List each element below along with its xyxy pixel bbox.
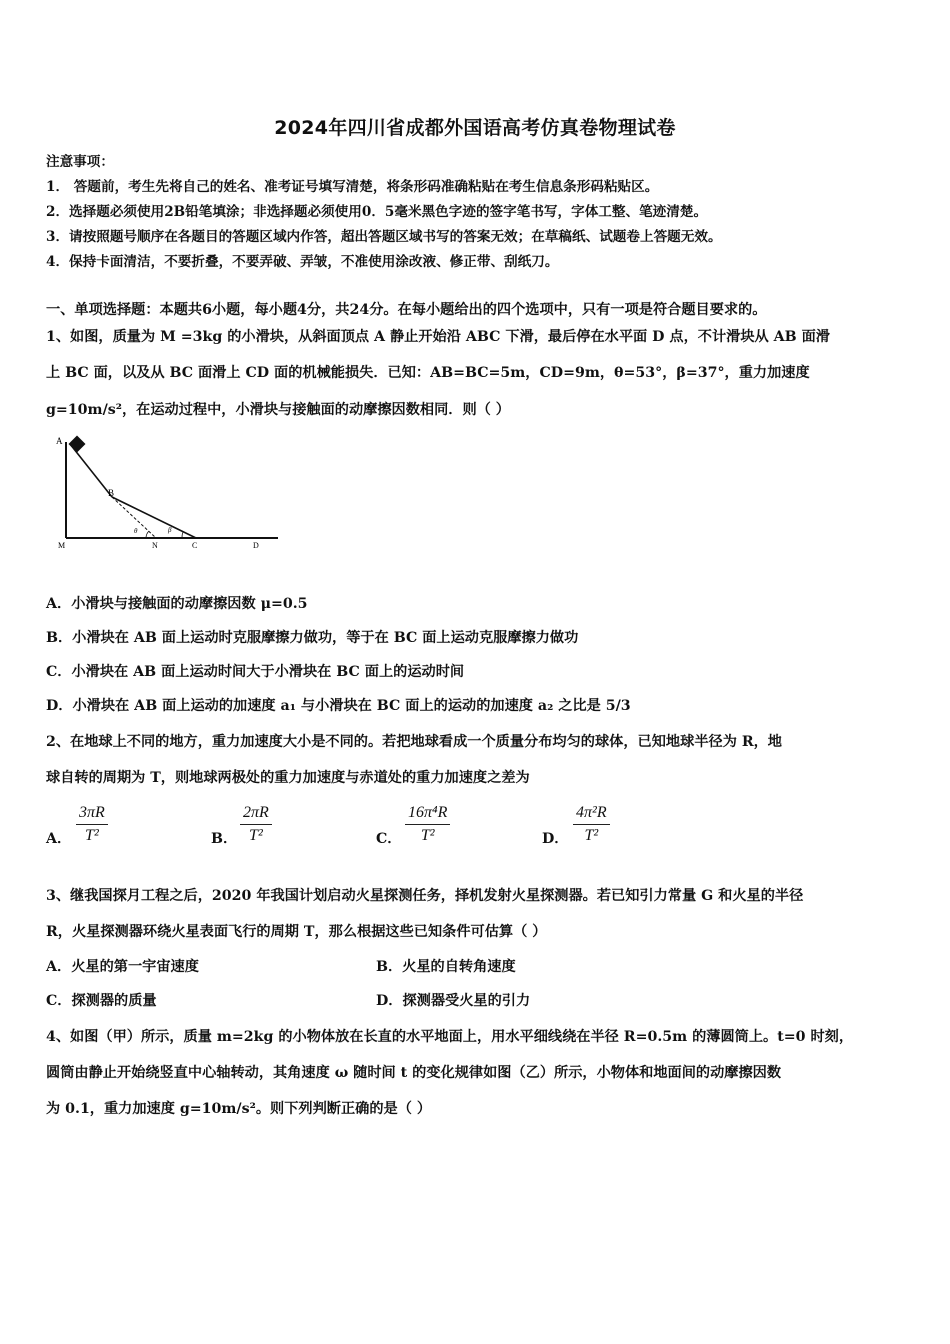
q2-option-c-fraction [405,804,450,845]
q1-option-c: C．小滑块在 AB 面上运动时间大于小滑块在 BC 面上的运动时间 [46,664,465,680]
q2-option-d-letter: D． [542,831,569,847]
q1-stem-line-2: 上 BC 面，以及从 BC 面滑上 CD 面的机械能损失．已知：AB=BC=5m，CD=9m，θ=53°，β=37°，重力加速度 [46,365,810,381]
notice-item-3: 3．请按照题号顺序在各题目的答题区域内作答，超出答题区域书写的答案无效；在草稿纸、试题卷上答题无效。 [46,229,722,245]
q2-stem-line-1: 2、在地球上不同的地方，重力加速度大小是不同的。若把地球看成一个质量分布均匀的球体，已知地球半径为 R，地 [46,734,782,750]
q3-option-c: C．探测器的质量 [46,993,157,1009]
q1-option-a: A．小滑块与接触面的动摩擦因数 μ=0.5 [46,596,308,612]
slider-block [69,436,86,453]
fig-label-a: A [56,436,63,446]
q2-option-b-numerator: 2πR [243,804,269,821]
q4-stem-line-2: 圆筒由静止开始绕竖直中心轴转动，其角速度 ω 随时间 t 的变化规律如图（乙）所示，小物体和地面间的动摩擦因数 [46,1065,782,1081]
q3-option-d: D．探测器受火星的引力 [376,993,531,1009]
q3-option-a: A．火星的第一宇宙速度 [46,959,199,975]
q4-stem-line-3: 为 0.1，重力加速度 g=10m/s²。则下列判断正确的是（ ） [46,1101,432,1117]
q2-option-c-denominator: T² [420,827,435,844]
q2-option-d-numerator: 4π²R [576,804,607,821]
q2-option-b-letter: B． [211,831,238,847]
q1-option-d: D．小滑块在 AB 面上运动的加速度 a₁ 与小滑块在 BC 面上的运动的加速度 a₂ 之比是 5/3 [46,698,631,714]
q3-stem-line-1: 3、继我国探月工程之后，2020 年我国计划启动火星探测任务，择机发射火星探测器。若已知引力常量 G 和火星的半径 [46,888,804,904]
fig-label-b: B [108,488,115,498]
q1-stem-line-3: g=10m/s²，在运动过程中，小滑块与接触面的动摩擦因数相同．则（ ） [46,402,510,418]
q2-option-d-denominator: T² [584,827,599,844]
fig-label-d: D [253,541,259,550]
fig-label-m: M [58,541,66,550]
q4-stem-line-1: 4、如图（甲）所示，质量 m=2kg 的小物体放在长直的水平地面上，用水平细线绕在半径 R=0.5m 的薄圆筒上。t=0 时刻， [46,1029,854,1045]
q2-option-a-fraction [76,804,108,845]
q2-stem-line-2: 球自转的周期为 T，则地球两极处的重力加速度与赤道处的重力加速度之差为 [46,770,530,786]
q1-stem-line-1: 1、如图，质量为 M =3kg 的小滑块，从斜面顶点 A 静止开始沿 ABC 下滑，最后停在水平面 D 点，不计滑块从 AB 面滑 [46,329,830,345]
notice-heading: 注意事项： [46,154,114,170]
notice-item-1: 1． 答题前，考生先将自己的姓名、准考证号填写清楚，将条形码准确粘贴在考生信息条形码粘贴区。 [46,179,659,195]
q1-option-b: B．小滑块在 AB 面上运动时克服摩擦力做功，等于在 BC 面上运动克服摩擦力做功 [46,630,579,646]
q2-option-a-letter: A． [46,831,72,847]
fig-label-beta: β [168,526,172,534]
q1-incline-figure [50,432,290,557]
q2-option-d-fraction [573,804,610,845]
q2-option-b-fraction [240,804,272,845]
page-title: 2024年四川省成都外国语高考仿真卷物理试卷 [274,117,676,139]
fig-label-theta: θ [134,527,138,535]
q2-option-c-numerator: 16π⁴R [408,804,448,821]
fig-label-n: N [152,541,158,550]
q2-option-c-letter: C． [376,831,402,847]
section-heading: 一、单项选择题：本题共6小题，每小题4分，共24分。在每小题给出的四个选项中，只有一项是符合题目要求的。 [46,302,767,318]
q2-option-a-numerator: 3πR [79,804,105,821]
q2-option-a-denominator: T² [85,827,99,844]
fig-label-c: C [192,541,198,550]
notice-item-4: 4．保持卡面清洁，不要折叠，不要弄破、弄皱，不准使用涂改液、修正带、刮纸刀。 [46,254,559,270]
q2-option-b-denominator: T² [249,827,263,844]
q3-stem-line-2: R，火星探测器环绕火星表面飞行的周期 T，那么根据这些已知条件可估算（ ） [46,924,547,940]
q3-option-b: B．火星的自转角速度 [376,959,516,975]
notice-item-2: 2．选择题必须使用2B铅笔填涂；非选择题必须使用0．5毫米黑色字迹的签字笔书写，字体工整、笔迹清楚。 [46,204,708,220]
